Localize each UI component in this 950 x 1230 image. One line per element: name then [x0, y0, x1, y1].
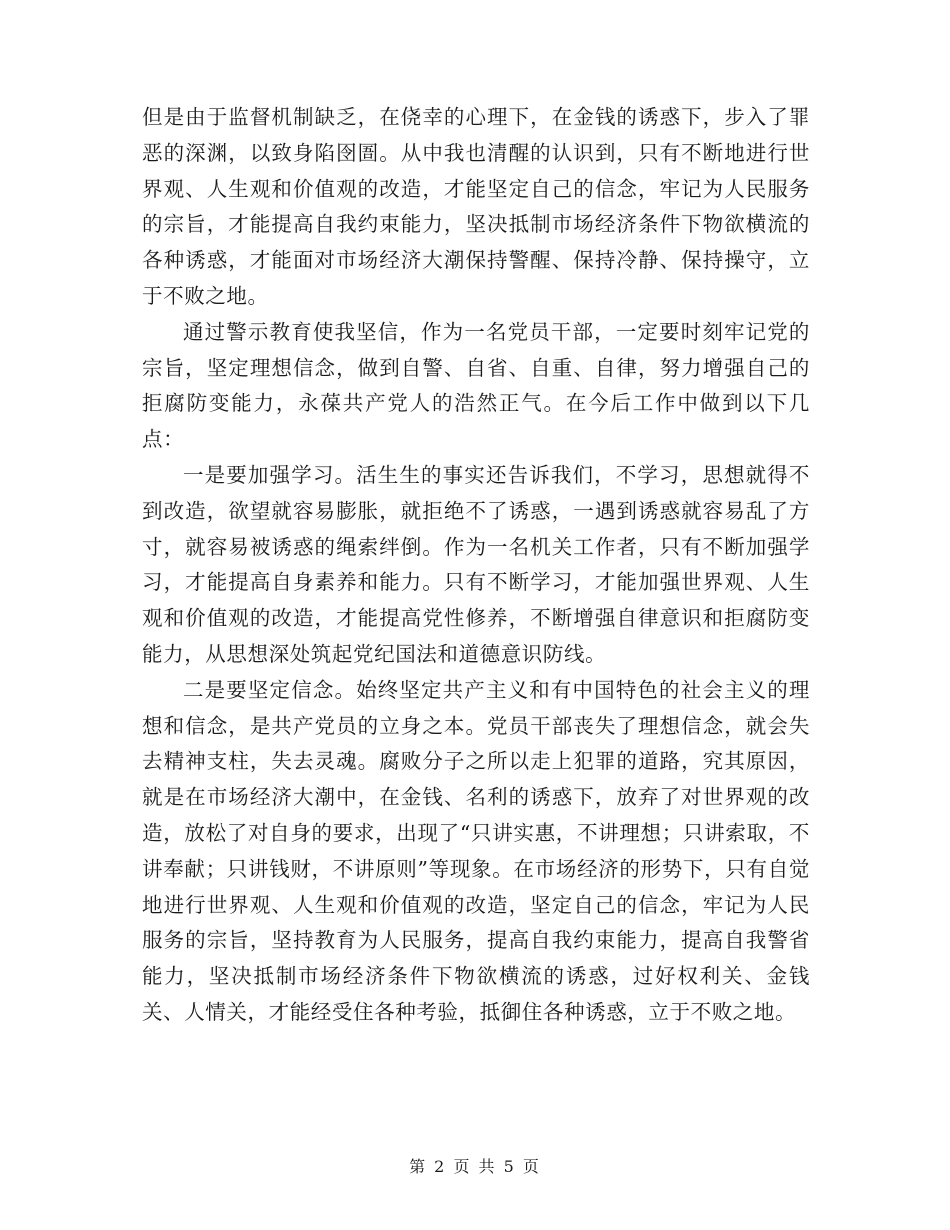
paragraph-point-two: 二是要坚定信念。始终坚定共产主义和有中国特色的社会主义的理想和信念，是共产党员的立身之本。党员干部丧失了理想信念，就会失去精神支柱，失去灵魂。腐败分子之所以走上犯罪的道路，究其原因，就是在市场经济大潮中，在金钱、名利的诱惑下，放弃了对世界观的改造，放松了对自身的要求，出现了“只讲实惠，不讲理想；只讲索取，不讲奉献；只讲钱财，不讲原则”等现象。在市场经济的形势下，只有自觉地进行世界观、人生观和价值观的改造，坚定自己的信念，牢记为人民服务的宗旨，坚持教育为人民服务，提高自我约束能力，提高自我警省能力，坚决抵制市场经济条件下物欲横流的诱惑，过好权利关、金钱关、人情关，才能经受住各种考验，抵御住各种诱惑，立于不败之地。 — [142, 677, 810, 1024]
page-number-footer: 第 2 页 共 5 页 — [409, 1157, 541, 1176]
paragraph-conviction: 通过警示教育使我坚信，作为一名党员干部，一定要时刻牢记党的宗旨，坚定理想信念，做到自警、自省、自重、自律，努力增强自己的拒腐防变能力，永葆共产党人的浩然正气。在今后工作中做到以下几点： — [142, 319, 810, 452]
paragraph-point-one: 一是要加强学习。活生生的事实还告诉我们，不学习，思想就得不到改造，欲望就容易膨胀，就拒绝不了诱惑，一遇到诱惑就容易乱了方寸，就容易被诱惑的绳索绊倒。作为一名机关工作者，只有不断加强学习，才能提高自身素养和能力。只有不断学习，才能加强世界观、人生观和价值观的改造，才能提高党性修养，不断增强自律意识和拒腐防变能力，从思想深处筑起党纪国法和道德意识防线。 — [142, 462, 810, 666]
paragraph-continuation: 但是由于监督机制缺乏，在侥幸的心理下，在金钱的诱惑下，步入了罪恶的深渊，以致身陷囹圄。从中我也清醒的认识到，只有不断地进行世界观、人生观和价值观的改造，才能坚定自己的信念，牢记为人民服务的宗旨，才能提高自我约束能力，坚决抵制市场经济条件下物欲横流的各种诱惑，才能面对市场经济大潮保持警醒、保持冷静、保持操守，立于不败之地。 — [142, 105, 810, 308]
document-body — [142, 100, 810, 1031]
